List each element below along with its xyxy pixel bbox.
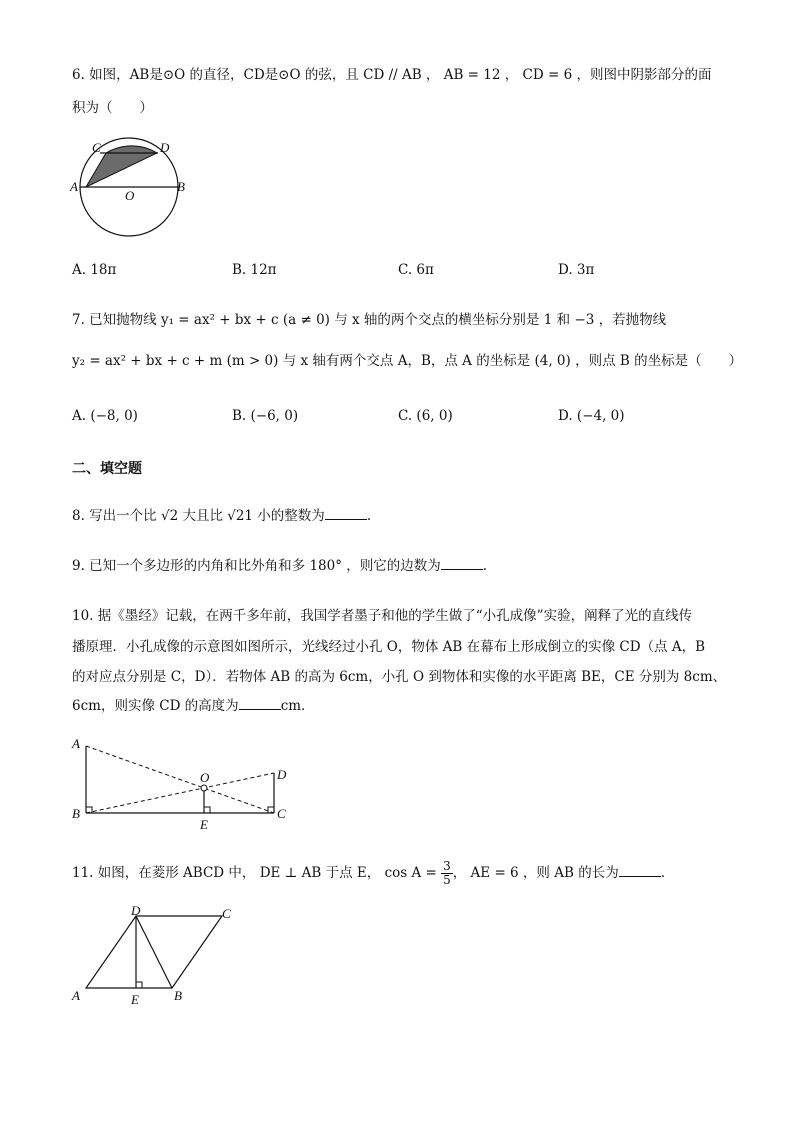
label-a: A xyxy=(70,179,78,194)
q8-answer-blank[interactable] xyxy=(325,507,367,520)
label-d: D xyxy=(277,767,287,782)
q7-line1: 7. 已知抛物线 y₁ = ax² + bx + c (a ≠ 0) 与 x 轴的两个交点的横坐标分别是 1 和 −3 ，若抛物线 xyxy=(72,312,667,328)
q7-option-b[interactable]: B. (−6, 0) xyxy=(232,408,299,424)
label-a: A xyxy=(72,736,80,751)
q10-line1: 10. 据《墨经》记载，在两千多年前，我国学者墨子和他的学生做了“小孔成像”实验，阐释了光的直线传 xyxy=(72,608,693,624)
label-o: O xyxy=(200,770,210,785)
label-a: A xyxy=(72,988,80,1003)
label-b: B xyxy=(177,179,185,194)
q10-end: cm． xyxy=(280,698,315,714)
q7-option-c[interactable]: C. (6, 0) xyxy=(398,408,453,424)
label-b: B xyxy=(72,806,80,821)
q9-answer-blank[interactable] xyxy=(441,557,483,570)
q7-option-d[interactable]: D. (−4, 0) xyxy=(558,408,625,424)
q8-line xyxy=(72,507,371,525)
q7-line2: y₂ = ax² + bx + c + m (m > 0) 与 x 轴有两个交点 A，B，点 A 的坐标是 (4, 0) ，则点 B 的坐标是（ ） xyxy=(72,353,743,369)
q10-pinhole-figure xyxy=(64,732,304,832)
label-d: D xyxy=(131,903,141,918)
label-d: D xyxy=(160,140,170,155)
q6-line1: 6. 如图，AB是⊙O 的直径，CD是⊙O 的弦，且 CD // AB ， AB = 12 ， CD = 6 ，则图中阴影部分的面 xyxy=(72,67,712,83)
label-c: C xyxy=(222,906,231,921)
label-b: B xyxy=(174,988,182,1003)
diagonal-db xyxy=(136,916,172,988)
q10-line2: 播原理．小孔成像的示意图如图所示，光线经过小孔 O，物体 AB 在幕布上形成倒立的实像 CD（点 A，B xyxy=(72,639,706,655)
q8-end: . xyxy=(366,508,372,524)
q6-option-c[interactable]: C. 6π xyxy=(398,262,434,278)
q6-option-d[interactable]: D. 3π xyxy=(558,262,595,278)
q11-fraction xyxy=(441,860,453,887)
right-angle-e xyxy=(136,982,142,988)
q11-text-b: ， AE = 6 ，则 AB 的长为 xyxy=(452,865,619,881)
fraction-numerator: 3 xyxy=(443,859,451,873)
q9-line xyxy=(72,557,487,575)
q8-text: 8. 写出一个比 √2 大且比 √21 小的整数为 xyxy=(72,508,325,524)
right-angle-e xyxy=(204,807,210,813)
q9-text: 9. 已知一个多边形的内角和比外角和多 180° ，则它的边数为 xyxy=(72,558,441,574)
q11-answer-blank[interactable] xyxy=(619,864,661,877)
label-e: E xyxy=(131,992,139,1007)
q6-line2: 积为（ ） xyxy=(72,100,153,116)
q7-option-a[interactable]: A. (−8, 0) xyxy=(72,408,138,424)
q11-end: . xyxy=(660,865,665,881)
fraction-denominator: 5 xyxy=(443,873,451,887)
label-c: C xyxy=(277,806,286,821)
q10-text: 6cm，则实像 CD 的高度为 xyxy=(72,698,239,714)
q9-end: . xyxy=(482,558,488,574)
label-o: O xyxy=(125,188,135,203)
q11-rhombus-figure xyxy=(64,902,254,1008)
pinhole-o xyxy=(201,785,207,791)
q10-line4 xyxy=(72,697,315,715)
q6-option-b[interactable]: B. 12π xyxy=(232,262,277,278)
section-title: 二、填空题 xyxy=(72,461,142,477)
q10-answer-blank[interactable] xyxy=(239,697,281,710)
q11-line xyxy=(72,858,665,888)
q10-line3: 的对应点分别是 C，D）．若物体 AB 的高为 6cm，小孔 O 到物体和实像的水平距离 BE，CE 分别为 8cm、 xyxy=(72,669,727,685)
q6-circle-figure xyxy=(64,132,194,256)
label-e: E xyxy=(200,817,208,832)
q11-text-a: 11. 如图，在菱形 ABCD 中， DE ⊥ AB 于点 E， cos A = xyxy=(72,865,437,881)
label-c: C xyxy=(92,140,101,155)
q6-option-a[interactable]: A. 18π xyxy=(72,262,117,278)
